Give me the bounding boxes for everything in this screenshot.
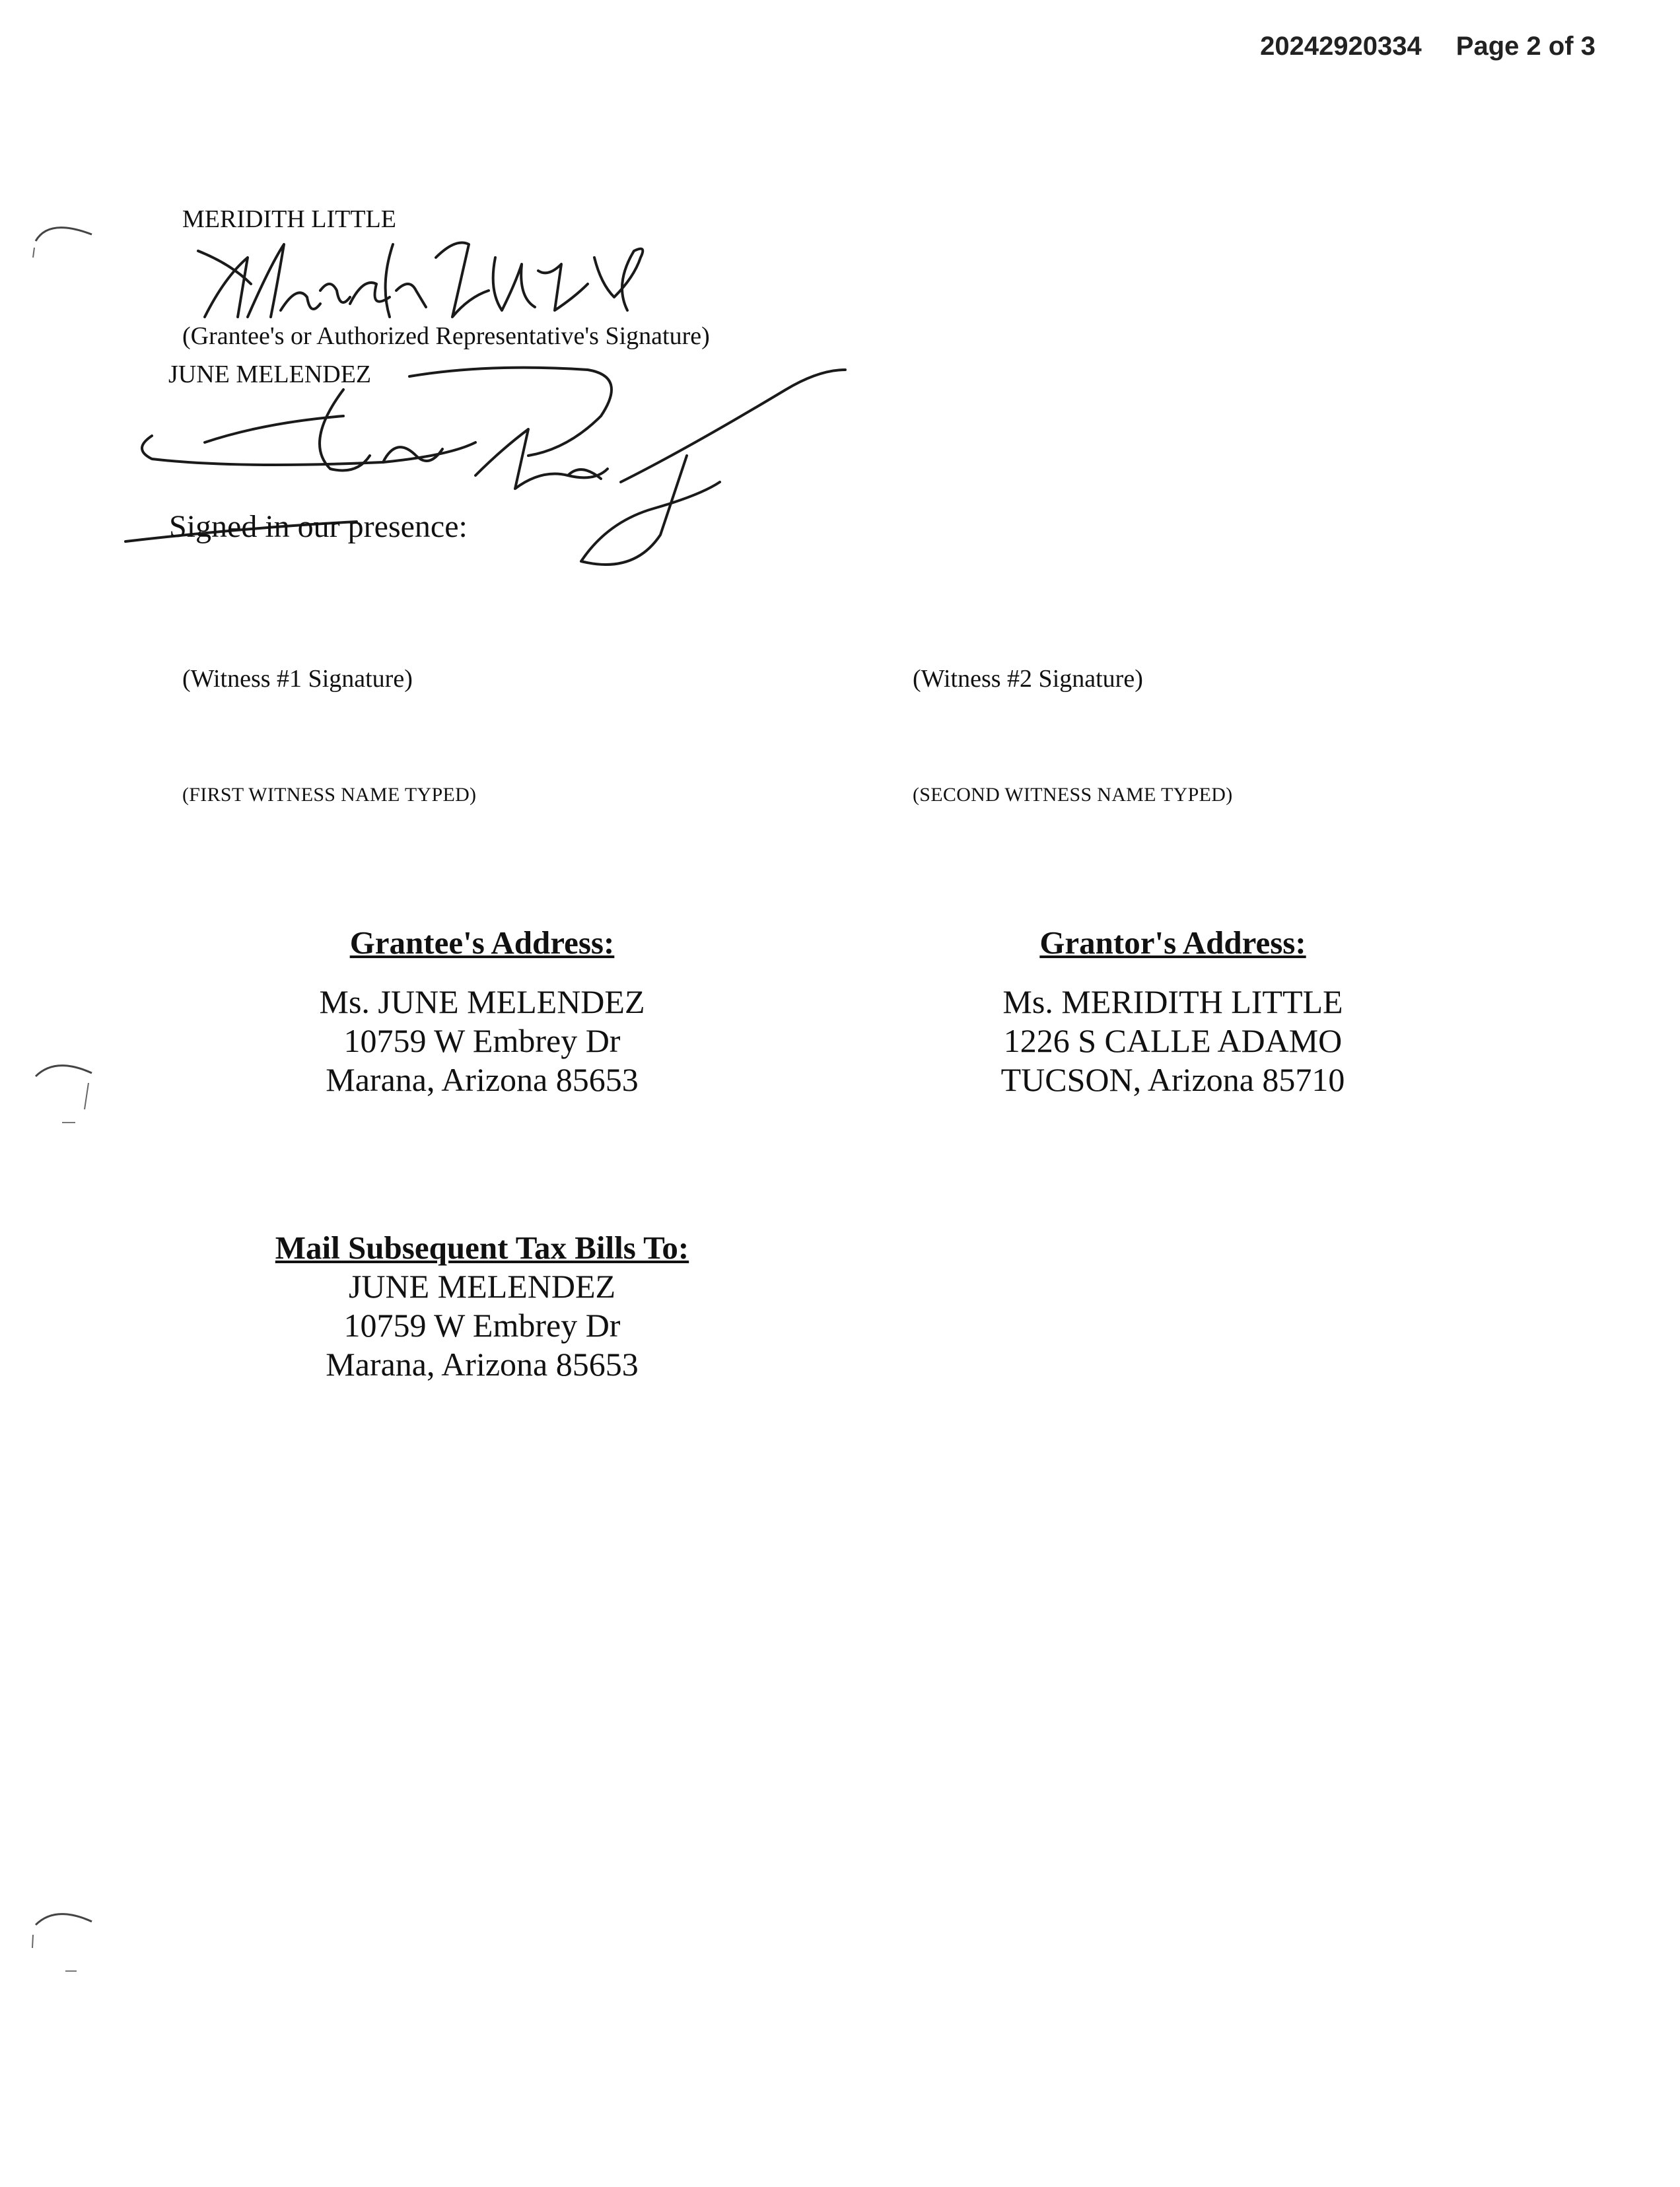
grantee-address-line: 10759 W Embrey Dr [343, 1022, 621, 1059]
grantor-address-line: 1226 S CALLE ADAMO [1003, 1022, 1343, 1059]
witness1-name-caption: (FIRST WITNESS NAME TYPED) [182, 784, 477, 806]
grantor-address-line: Ms. MERIDITH LITTLE [1002, 983, 1343, 1020]
grantee-address-line: Ms. JUNE MELENDEZ [319, 983, 645, 1020]
tax-bills-line: Marana, Arizona 85653 [326, 1346, 639, 1383]
witness2-signature-caption: (Witness #2 Signature) [913, 665, 1143, 693]
signature-meridith-little [178, 218, 720, 330]
document-number: 20242920334 [1260, 32, 1422, 61]
punch-hole-mark-bottom [29, 1898, 95, 1978]
grantee-address-block [284, 923, 680, 1099]
signature-june-melendez [106, 363, 865, 581]
signature-caption: (Grantee's or Authorized Representative's Signature) [182, 322, 710, 350]
grantor-address-block [975, 923, 1371, 1099]
tax-bills-heading: Mail Subsequent Tax Bills To: [275, 1230, 689, 1266]
witness1-signature-caption: (Witness #1 Signature) [182, 665, 413, 693]
grantor-address-line: TUCSON, Arizona 85710 [1000, 1061, 1345, 1098]
page-label: Page 2 of 3 [1455, 32, 1595, 61]
punch-hole-mark-middle [29, 1057, 95, 1136]
punch-hole-mark-top [29, 211, 95, 277]
recording-header [1260, 32, 1595, 61]
grantee-name: JUNE MELENDEZ [168, 361, 372, 388]
grantor-name: MERIDITH LITTLE [182, 205, 396, 233]
tax-bills-block [218, 1228, 746, 1384]
grantee-address-heading: Grantee's Address: [349, 924, 615, 961]
grantee-address-line: Marana, Arizona 85653 [326, 1061, 639, 1098]
tax-bills-line: JUNE MELENDEZ [348, 1268, 616, 1305]
presence-statement: Signed in our presence: [169, 509, 468, 544]
tax-bills-line: 10759 W Embrey Dr [343, 1307, 621, 1344]
witness2-name-caption: (SECOND WITNESS NAME TYPED) [913, 784, 1233, 806]
grantor-address-heading: Grantor's Address: [1039, 924, 1306, 961]
